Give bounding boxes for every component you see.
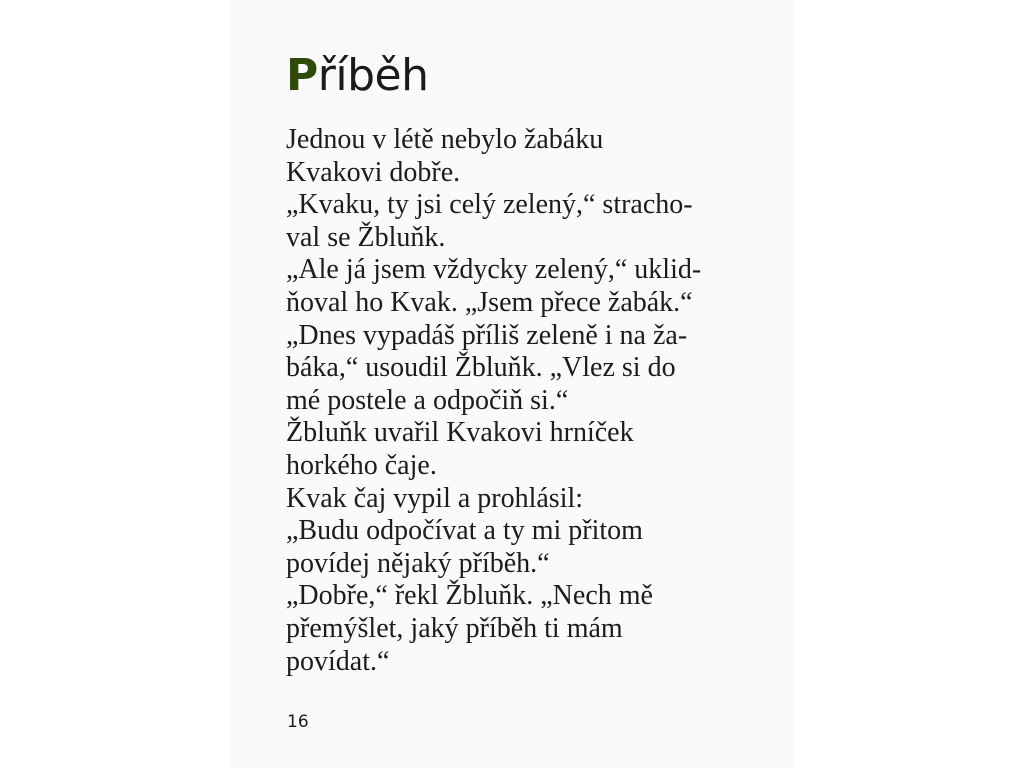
text-line: přemýšlet, jaký příběh ti mám (286, 612, 623, 644)
text-line: „Budu odpočívat a ty mi přitom (286, 515, 643, 547)
page-title (286, 50, 428, 103)
title-rest: říběh (317, 50, 429, 101)
text-line: „Dnes vypadáš příliš zeleně i na ža- (286, 319, 688, 351)
text-line: „Ale já jsem vždycky zelený,“ uklid- (286, 254, 702, 286)
text-line: Jednou v létě nebylo žabáku (286, 124, 604, 155)
page-number: 16 (287, 712, 309, 732)
text-line: ňoval ho Kvak. „Jsem přece žabák.“ (286, 286, 693, 318)
text-line: Kvakovi dobře. (286, 156, 461, 188)
text-line: mé postele a odpočiň si.“ (286, 384, 569, 416)
text-line: povídat.“ (286, 645, 390, 677)
story-text (286, 124, 786, 678)
text-line: povídej nějaký příběh.“ (286, 547, 550, 579)
title-first-letter: P (286, 50, 318, 101)
text-line: Kvak čaj vypil a prohlásil: (286, 482, 584, 514)
text-line: Žbluňk uvařil Kvakovi hrníček (286, 417, 634, 449)
text-line: „Kvaku, ty jsi celý zelený,“ stracho- (286, 189, 693, 221)
text-line: val se Žbluňk. (286, 221, 446, 253)
text-line: horkého čaje. (286, 449, 437, 481)
text-line: „Dobře,“ řekl Žbluňk. „Nech mě (286, 580, 653, 612)
text-line: báka,“ usoudil Žbluňk. „Vlez si do (286, 352, 676, 384)
